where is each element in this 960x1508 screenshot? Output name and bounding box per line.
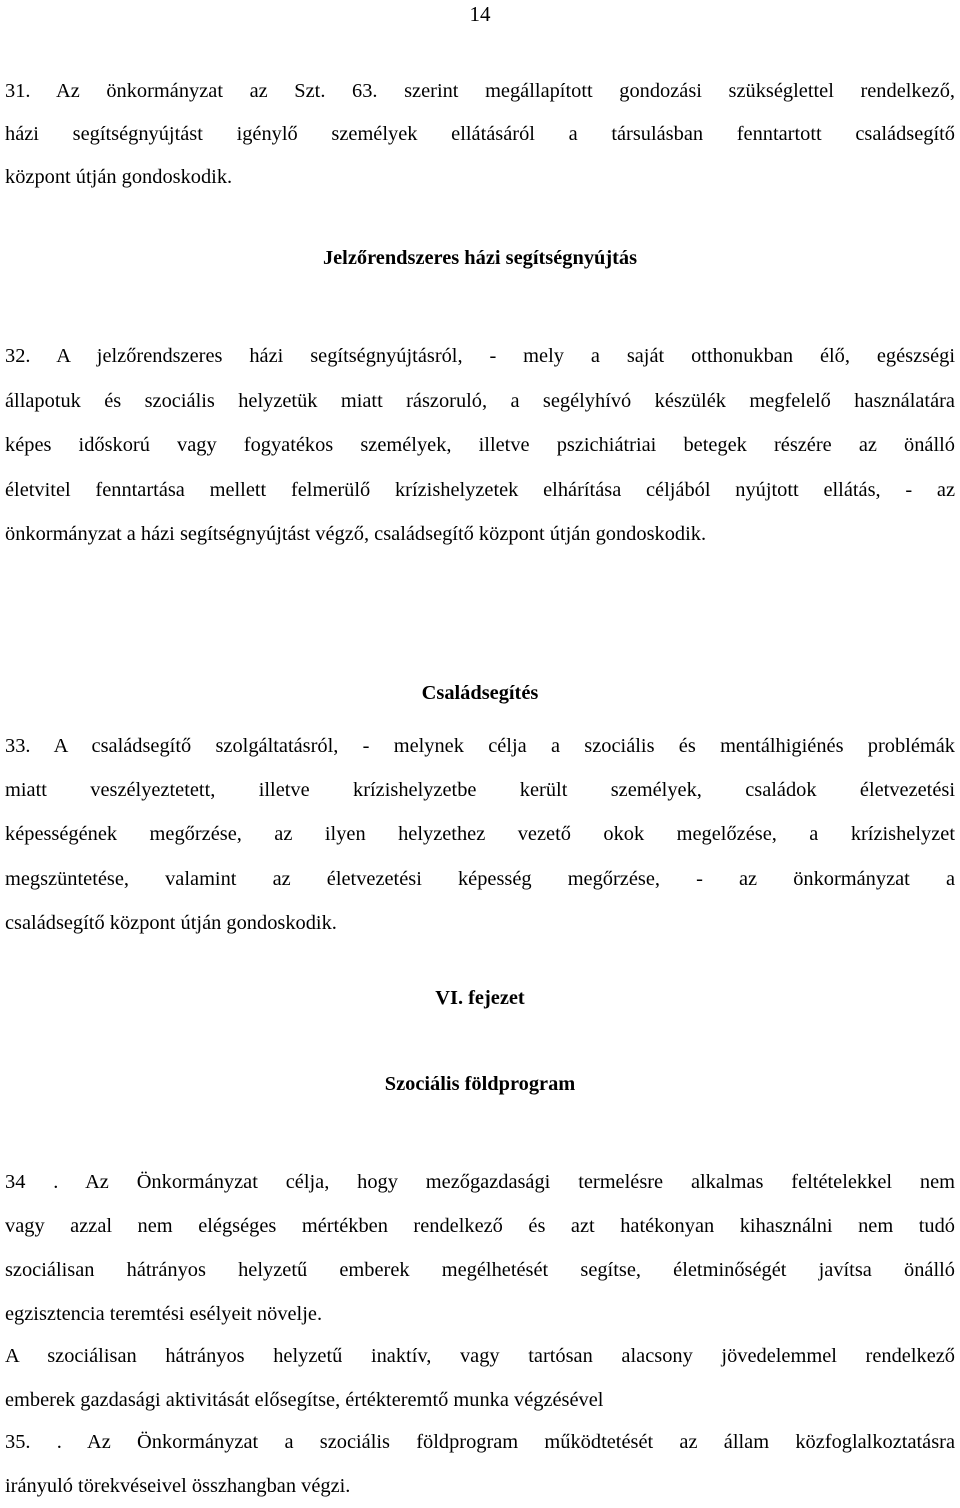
- paragraph-line: képességének megőrzése, az ilyen helyzethez vezető okok megelőzése, a krízishelyzet: [5, 823, 955, 846]
- paragraph-line: 35. . Az Önkormányzat a szociális földprogram működtetését az állam közfoglalkoztatásra: [5, 1431, 955, 1453]
- section-heading-foldprogram: Szociális földprogram: [384, 1073, 576, 1095]
- paragraph-line: 32. A jelzőrendszeres házi segítségnyújtásról, - mely a saját otthonukban élő, egészségi: [5, 345, 955, 367]
- paragraph-line: állapotuk és szociális helyzetük miatt rászoruló, a segélyhívó készülék megfelelő használatára: [5, 389, 955, 412]
- paragraph-line: családsegítő központ útján gondoskodik.: [5, 911, 337, 934]
- paragraph-line: központ útján gondoskodik.: [5, 166, 233, 188]
- paragraph-line: megszüntetése, valamint az életvezetési képesség megőrzése, - az önkormányzat a: [5, 867, 955, 890]
- paragraph-line: A szociálisan hátrányos helyzetű inaktív, vagy tartósan alacsony jövedelemmel rendelkező: [5, 1345, 955, 1367]
- paragraph-line: miatt veszélyeztetett, illetve krízishelyzetbe került személyek, családok életvezetési: [5, 779, 955, 802]
- section-heading-jelzorendszeres: Jelzőrendszeres házi segítségnyújtás: [322, 247, 638, 269]
- paragraph-31: [5, 70, 955, 199]
- paragraph-line: egzisztencia teremtési esélyeit növelje.: [5, 1303, 323, 1325]
- paragraph-line: szociálisan hátrányos helyzetű emberek megélhetését segítse, életminőségét javítsa önálló: [5, 1259, 955, 1281]
- paragraph-line: 31. Az önkormányzat az Szt. 63. szerint megállapított gondozási szükséglettel rendelkező,: [5, 80, 955, 102]
- paragraph-line: irányuló törekvéseivel összhangban végzi.: [5, 1475, 351, 1497]
- paragraph-line: képes időskorú vagy fogyatékos személyek, illetve pszichiátriai betegek részére az önálló: [5, 434, 955, 456]
- paragraph-35: [5, 1420, 955, 1508]
- section-heading-csaladsegites: Családsegítés: [421, 682, 539, 704]
- paragraph-line: házi segítségnyújtást igénylő személyek ellátásáról a társulásban fenntartott családsegítő: [5, 123, 955, 145]
- paragraph-34-continued: [5, 1334, 955, 1422]
- paragraph-line: 33. A családsegítő szolgáltatásról, - melynek célja a szociális és mentálhigiénés problémák: [5, 735, 955, 757]
- paragraph-33: [5, 724, 955, 945]
- paragraph-line: 34 . Az Önkormányzat célja, hogy mezőgazdasági termelésre alkalmas feltételekkel nem: [5, 1171, 955, 1193]
- paragraph-line: önkormányzat a házi segítségnyújtást végző, családsegítő központ útján gondoskodik.: [5, 523, 707, 545]
- paragraph-32: [5, 334, 955, 557]
- paragraph-line: életvitel fenntartása mellett felmerülő krízishelyzetek elhárítása céljából nyújtott ellátás, - az: [5, 478, 955, 501]
- paragraph-34: [5, 1160, 955, 1336]
- page-number: 14: [469, 2, 491, 26]
- paragraph-line: emberek gazdasági aktivitását elősegítse, értékteremtő munka végzésével: [5, 1389, 604, 1411]
- paragraph-line: vagy azzal nem elégséges mértékben rendelkező és azt hatékonyan kihasználni nem tudó: [5, 1215, 955, 1237]
- chapter-heading: VI. fejezet: [435, 987, 525, 1009]
